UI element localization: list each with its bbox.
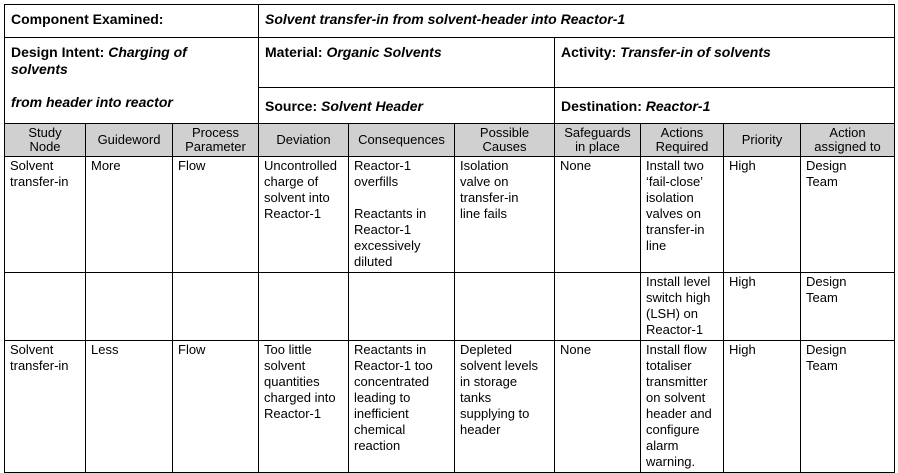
- design-intent-value-2: solvents: [11, 61, 68, 77]
- cell-line: transfer-in: [646, 222, 705, 237]
- column-header-line: Guideword: [97, 132, 161, 147]
- activity-label: Activity:: [561, 44, 617, 60]
- column-header-line: Action: [829, 125, 866, 140]
- cell-line: inefficient: [354, 406, 409, 421]
- column-header-guideword: [86, 124, 173, 157]
- component-label: Component Examined:: [11, 11, 164, 27]
- cell-line: Reactor-1: [264, 406, 322, 421]
- cell-line: Design: [806, 158, 847, 173]
- cell-line: Flow: [178, 342, 206, 357]
- column-header-line: Actions: [660, 125, 704, 140]
- component-value: Solvent transfer-in from solvent-header into Reactor-1: [265, 11, 626, 27]
- cell-line: solvent into: [264, 190, 330, 205]
- cell-line: charged into: [264, 390, 336, 405]
- column-header-safeguards: [555, 124, 641, 157]
- column-header-action-assigned-to: [801, 124, 895, 157]
- cell-line: line fails: [460, 206, 507, 221]
- cell-line: concentrated: [354, 374, 430, 389]
- cell-line: High: [729, 158, 756, 173]
- column-header-possible-causes: [455, 124, 555, 157]
- cell-line: Install level: [646, 274, 711, 289]
- cell-parameter: [173, 157, 259, 273]
- cell-study-node: [5, 157, 86, 273]
- cell-actions: [641, 157, 724, 273]
- cell-line: Design: [806, 274, 847, 289]
- cell-line: High: [729, 274, 756, 289]
- cell-line: warning.: [646, 454, 696, 469]
- material-cell: [259, 38, 555, 88]
- cell-priority: [724, 341, 801, 473]
- column-header-line: Study: [28, 125, 62, 140]
- cell-line: ‘fail-close’: [646, 174, 704, 189]
- cell-line: Solvent: [10, 342, 54, 357]
- design-intent-cell: [5, 38, 259, 124]
- component-label-cell: [5, 5, 259, 38]
- cell-line: Reactants in: [354, 342, 427, 357]
- column-header-line: Deviation: [276, 132, 331, 147]
- cell-line: Install two: [646, 158, 704, 173]
- destination-value: Reactor-1: [645, 97, 711, 114]
- cell-line: Depleted: [460, 342, 513, 357]
- column-header-row: [5, 124, 895, 157]
- cell-line: header and: [646, 406, 712, 421]
- cell-line: Reactor-1: [264, 206, 322, 221]
- design-intent-value-1: Charging of: [108, 44, 187, 60]
- cell-line: transfer-in: [10, 174, 69, 189]
- design-intent-label: Design Intent:: [11, 44, 105, 60]
- cell-parameter: [173, 273, 259, 341]
- cell-line: overfills: [354, 174, 399, 189]
- cell-assigned: [801, 273, 895, 341]
- cell-line: Uncontrolled: [264, 158, 337, 173]
- activity-cell: [555, 38, 895, 88]
- cell-line: quantities: [264, 374, 320, 389]
- cell-line: Reactor-1: [646, 322, 704, 337]
- column-header-line: in place: [575, 139, 620, 154]
- cell-parameter: [173, 341, 259, 473]
- cell-line: Team: [806, 174, 838, 189]
- cell-actions: [641, 273, 724, 341]
- cell-line: isolation: [646, 190, 694, 205]
- cell-guideword: [86, 157, 173, 273]
- cell-consequences: [349, 341, 455, 473]
- cell-line: reaction: [354, 438, 401, 453]
- destination-label: Destination:: [561, 97, 642, 114]
- cell-line: valves on: [646, 206, 701, 221]
- cell-line: Reactor-1: [354, 222, 412, 237]
- cell-study-node: [5, 273, 86, 341]
- cell-priority: [724, 273, 801, 341]
- cell-consequences: [349, 273, 455, 341]
- cell-deviation: [259, 157, 349, 273]
- cell-actions: [641, 341, 724, 473]
- hazop-table: [4, 4, 895, 473]
- design-intent-value-3: from header into reactor: [11, 94, 173, 110]
- cell-line: line: [646, 238, 667, 253]
- cell-line: totaliser: [646, 358, 692, 373]
- cell-line: valve on: [460, 174, 509, 189]
- cell-deviation: [259, 341, 349, 473]
- cell-guideword: [86, 341, 173, 473]
- column-header-priority: [724, 124, 801, 157]
- source-value: Solvent Header: [321, 97, 423, 114]
- cell-safeguards: [555, 273, 641, 341]
- cell-line: header: [460, 422, 501, 437]
- cell-causes: [455, 157, 555, 273]
- cell-line: diluted: [354, 254, 393, 269]
- column-header-line: Causes: [482, 139, 527, 154]
- column-header-line: assigned to: [814, 139, 881, 154]
- column-header-line: Consequences: [358, 132, 445, 147]
- cell-spacer: [354, 190, 449, 206]
- cell-causes: [455, 273, 555, 341]
- cell-causes: [455, 341, 555, 473]
- cell-line: transfer-in: [10, 358, 69, 373]
- cell-guideword: [86, 273, 173, 341]
- cell-priority: [724, 157, 801, 273]
- source-label: Source:: [265, 97, 318, 114]
- table-row: [5, 341, 895, 473]
- cell-line: None: [560, 158, 592, 173]
- cell-line: Solvent: [10, 158, 54, 173]
- column-header-line: Required: [655, 139, 709, 154]
- cell-line: High: [729, 342, 756, 357]
- column-header-actions-required: [641, 124, 724, 157]
- cell-line: Too little: [264, 342, 312, 357]
- activity-value: Transfer-in of solvents: [620, 44, 771, 60]
- column-header-deviation: [259, 124, 349, 157]
- cell-line: None: [560, 342, 592, 357]
- destination-cell: [555, 88, 895, 124]
- cell-safeguards: [555, 341, 641, 473]
- cell-line: switch high: [646, 290, 711, 305]
- cell-line: Install flow: [646, 342, 707, 357]
- column-header-line: Parameter: [185, 139, 246, 154]
- cell-line: More: [91, 158, 121, 173]
- column-header-line: Possible: [479, 125, 530, 140]
- cell-line: Isolation: [460, 158, 509, 173]
- cell-line: solvent: [264, 358, 306, 373]
- column-header-study-node: [5, 124, 86, 157]
- cell-line: charge of: [264, 174, 319, 189]
- source-cell: [259, 88, 555, 124]
- cell-line: Design: [806, 342, 847, 357]
- cell-line: Reactor-1 too: [354, 358, 433, 373]
- table-row: [5, 157, 895, 273]
- material-value: Organic Solvents: [326, 44, 442, 60]
- cell-line: configure: [646, 422, 700, 437]
- column-header-line: Process: [192, 125, 239, 140]
- cell-safeguards: [555, 157, 641, 273]
- cell-line: Team: [806, 290, 838, 305]
- cell-line: Reactor-1: [354, 158, 412, 173]
- cell-line: solvent levels: [460, 358, 539, 373]
- cell-study-node: [5, 341, 86, 473]
- material-label: Material:: [265, 44, 323, 60]
- column-header-line: Node: [29, 139, 61, 154]
- cell-line: (LSH) on: [646, 306, 699, 321]
- column-header-line: Safeguards: [564, 125, 631, 140]
- cell-consequences: [349, 157, 455, 273]
- cell-line: on solvent: [646, 390, 706, 405]
- cell-line: leading to: [354, 390, 411, 405]
- cell-deviation: [259, 273, 349, 341]
- column-header-process-parameter: [173, 124, 259, 157]
- cell-assigned: [801, 341, 895, 473]
- cell-line: Reactants in: [354, 206, 427, 221]
- cell-line: Flow: [178, 158, 206, 173]
- table-row: [5, 273, 895, 341]
- component-value-cell: [259, 5, 895, 38]
- cell-line: Less: [91, 342, 119, 357]
- cell-line: in storage: [460, 374, 518, 389]
- cell-line: transfer-in: [460, 190, 519, 205]
- cell-line: chemical: [354, 422, 406, 437]
- column-header-line: Priority: [741, 132, 783, 147]
- cell-line: Team: [806, 358, 838, 373]
- cell-line: alarm: [646, 438, 679, 453]
- cell-line: excessively: [354, 238, 421, 253]
- cell-line: tanks: [460, 390, 492, 405]
- cell-line: transmitter: [646, 374, 708, 389]
- cell-assigned: [801, 157, 895, 273]
- cell-line: supplying to: [460, 406, 530, 421]
- column-header-consequences: [349, 124, 455, 157]
